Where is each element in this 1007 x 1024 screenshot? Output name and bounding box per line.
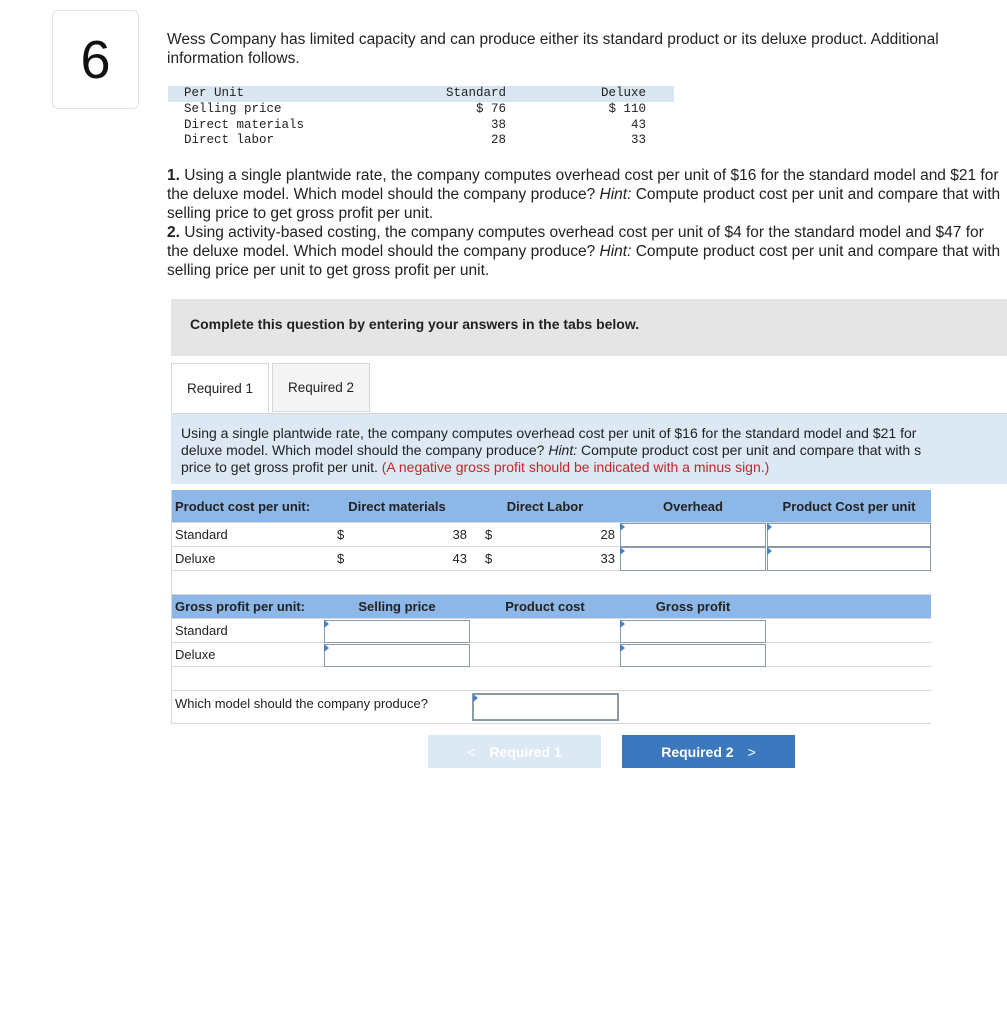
cost-header-dm: Direct materials	[348, 499, 446, 514]
question-number: 6	[80, 29, 111, 90]
spacer-row	[171, 667, 931, 691]
info-table	[168, 86, 674, 149]
instruction-line-2b: Compute product cost per unit and compare that with s	[577, 442, 922, 458]
info-header-per-unit: Per Unit	[168, 86, 380, 102]
overhead-input-deluxe[interactable]	[620, 547, 766, 571]
q1-text: Using a single plantwide rate, the company computes overhead cost per unit of $16 for the standard model and $21 for the deluxe model. Which model should the company produce?	[167, 167, 999, 203]
dm-dollar-sign: $	[337, 551, 345, 566]
next-button-label: Required 2	[661, 743, 734, 760]
chevron-left-icon: <	[467, 743, 476, 760]
dm-value-standard: 38	[452, 527, 467, 542]
dl-dollar-sign: $	[485, 527, 493, 542]
instruction-note: (A negative gross profit should be indicated with a minus sign.)	[381, 459, 770, 475]
cost-header-overhead: Overhead	[663, 499, 723, 514]
question-1	[167, 166, 1002, 223]
row-label-standard: Standard	[175, 623, 228, 638]
gross-profit-input-standard[interactable]	[620, 620, 766, 643]
overhead-input-standard[interactable]	[620, 523, 766, 547]
question-2	[167, 223, 1002, 280]
profit-header-product-cost: Product cost	[505, 599, 585, 614]
product-cost-input-deluxe[interactable]	[767, 547, 931, 571]
prev-required-button[interactable]	[428, 735, 601, 768]
next-required-button[interactable]	[622, 735, 795, 768]
info-cell: 33	[630, 133, 646, 148]
question-number-badge	[52, 10, 139, 109]
cost-header-product-cost: Product Cost per unit	[782, 499, 916, 514]
table-row	[171, 619, 931, 643]
q1-number: 1.	[167, 167, 180, 184]
info-table-header	[168, 86, 674, 102]
dl-dollar-sign: $	[485, 551, 493, 566]
selling-price-input-deluxe[interactable]	[324, 644, 470, 667]
info-cell: 28	[490, 133, 506, 148]
tab-required-2[interactable]: Required 2	[272, 363, 370, 412]
spacer-row	[171, 571, 931, 595]
table-row	[171, 547, 931, 571]
cost-header-label: Product cost per unit:	[175, 499, 311, 514]
dm-value-deluxe: 43	[452, 551, 467, 566]
instruction-hint-label: Hint:	[548, 442, 578, 458]
info-header-deluxe: Deluxe	[506, 86, 674, 102]
which-model-row	[171, 691, 931, 724]
instruction-panel	[171, 413, 1007, 484]
row-label-deluxe: Deluxe	[175, 551, 216, 566]
q2-hint: Compute product cost per unit and compare that with selling price per unit to get gross profit per unit.	[167, 243, 1001, 279]
q1-hint: Compute product cost per unit and compare that with selling price to get gross profit per unit.	[167, 186, 1001, 222]
which-model-label: Which model should the company produce?	[175, 696, 428, 711]
q2-text: Using activity-based costing, the company computes overhead cost per unit of $4 for the standard model and $47 for the deluxe model. Which model should the company produce?	[167, 224, 984, 260]
tab-required-1[interactable]: Required 1	[171, 363, 269, 412]
which-model-input[interactable]	[472, 693, 619, 721]
cost-header-dl: Direct Labor	[506, 499, 584, 514]
instruction-line-3: price to get gross profit per unit.	[181, 459, 382, 475]
info-header-standard: Standard	[380, 86, 506, 102]
info-row-direct-materials	[168, 118, 674, 134]
complete-banner	[171, 299, 1007, 356]
instruction-text	[181, 425, 1007, 476]
profit-header-selling-price: Selling price	[358, 599, 436, 614]
row-label-deluxe: Deluxe	[175, 647, 216, 662]
prev-button-label: Required 1	[489, 743, 562, 760]
complete-banner-text: Complete this question by entering your answers in the tabs below.	[190, 316, 640, 332]
row-label-standard: Standard	[175, 527, 228, 542]
info-cell: Direct labor	[184, 133, 275, 148]
info-cell: Direct materials	[184, 117, 305, 132]
dl-value-deluxe: 33	[600, 551, 615, 566]
product-cost-input-standard[interactable]	[767, 523, 931, 547]
instruction-line-1: Using a single plantwide rate, the company computes overhead cost per unit of $16 for the standard model and $21 for	[181, 425, 917, 441]
profit-header-gross-profit: Gross profit	[655, 599, 731, 614]
info-cell: 38	[490, 117, 506, 132]
chevron-right-icon: >	[747, 743, 756, 760]
dl-value-standard: 28	[600, 527, 615, 542]
table-row	[171, 523, 931, 547]
info-cell: $ 110	[608, 101, 646, 116]
info-row-selling-price	[168, 102, 674, 118]
info-cell: Selling price	[184, 101, 282, 116]
selling-price-input-standard[interactable]	[324, 620, 470, 643]
q2-hint-label: Hint:	[599, 243, 632, 260]
profit-header-label: Gross profit per unit:	[175, 599, 305, 614]
table-row	[171, 643, 931, 667]
q2-number: 2.	[167, 224, 180, 241]
gross-profit-input-deluxe[interactable]	[620, 644, 766, 667]
cost-table-header	[171, 490, 931, 523]
info-row-direct-labor	[168, 133, 674, 149]
info-cell: 43	[630, 117, 646, 132]
questions-block	[167, 166, 1002, 280]
info-cell: $ 76	[475, 101, 506, 116]
q1-hint-label: Hint:	[599, 186, 632, 203]
instruction-line-2: deluxe model. Which model should the company produce?	[181, 442, 549, 458]
table-left-border	[171, 490, 172, 724]
dm-dollar-sign: $	[337, 527, 345, 542]
intro-text: Wess Company has limited capacity and can produce either its standard product or its deluxe product. Additional information follows.	[167, 31, 939, 67]
profit-table-header	[171, 595, 931, 619]
